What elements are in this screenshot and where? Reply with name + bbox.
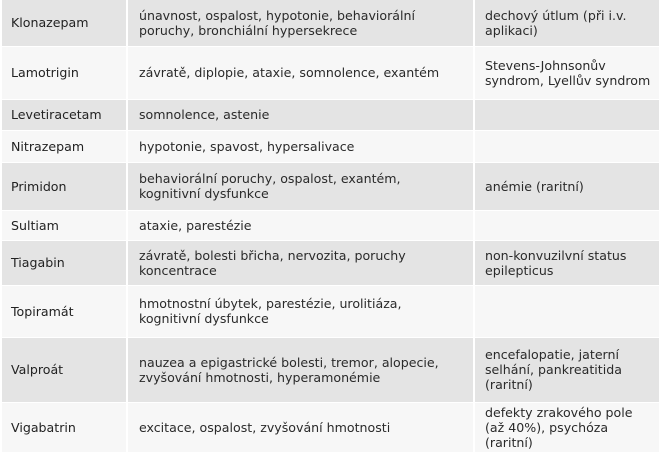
drug-name-cell: Klonazepam bbox=[2, 0, 127, 46]
table-row bbox=[2, 130, 659, 162]
table-row bbox=[2, 285, 659, 337]
rare-effects-cell bbox=[474, 130, 659, 162]
table-row bbox=[2, 210, 659, 240]
side-effects-cell: somnolence, astenie bbox=[127, 99, 474, 130]
drug-name-cell: Valproát bbox=[2, 337, 127, 402]
drug-name-cell: Lamotrigin bbox=[2, 46, 127, 99]
table-row bbox=[2, 46, 659, 99]
drug-name-cell: Vigabatrin bbox=[2, 402, 127, 452]
table-row bbox=[2, 337, 659, 402]
side-effects-cell: excitace, ospalost, zvyšování hmotnosti bbox=[127, 402, 474, 452]
rare-effects-cell: dechový útlum (při i.v. aplikaci) bbox=[474, 0, 659, 46]
rare-effects-cell: Stevens-Johnsonův syndrom, Lyellův syndrom bbox=[474, 46, 659, 99]
side-effects-cell: nauzea a epigastrické bolesti, tremor, alopecie, zvyšování hmotnosti, hyperamonémie bbox=[127, 337, 474, 402]
side-effects-cell: závratě, diplopie, ataxie, somnolence, exantém bbox=[127, 46, 474, 99]
drug-name-cell: Nitrazepam bbox=[2, 130, 127, 162]
table-row bbox=[2, 162, 659, 210]
side-effects-table bbox=[2, 0, 659, 452]
side-effects-cell: ataxie, parestézie bbox=[127, 210, 474, 240]
drug-name-cell: Levetiracetam bbox=[2, 99, 127, 130]
side-effects-cell: závratě, bolesti břicha, nervozita, poruchy koncentrace bbox=[127, 240, 474, 285]
rare-effects-cell bbox=[474, 285, 659, 337]
table-row bbox=[2, 99, 659, 130]
rare-effects-cell: encefalopatie, jaterní selhání, pankreatitida (raritní) bbox=[474, 337, 659, 402]
table-row bbox=[2, 402, 659, 452]
table-row bbox=[2, 240, 659, 285]
rare-effects-cell: non-konvuzilvní status epilepticus bbox=[474, 240, 659, 285]
drug-name-cell: Primidon bbox=[2, 162, 127, 210]
rare-effects-cell: defekty zrakového pole (až 40%), psychóza (raritní) bbox=[474, 402, 659, 452]
side-effects-cell: hmotnostní úbytek, parestézie, urolitiáza, kognitivní dysfunkce bbox=[127, 285, 474, 337]
table-row bbox=[2, 0, 659, 46]
rare-effects-cell bbox=[474, 210, 659, 240]
drug-name-cell: Sultiam bbox=[2, 210, 127, 240]
drug-name-cell: Tiagabin bbox=[2, 240, 127, 285]
side-effects-cell: únavnost, ospalost, hypotonie, behaviorální poruchy, bronchiální hypersekrece bbox=[127, 0, 474, 46]
side-effects-cell: hypotonie, spavost, hypersalivace bbox=[127, 130, 474, 162]
side-effects-cell: behaviorální poruchy, ospalost, exantém, kognitivní dysfunkce bbox=[127, 162, 474, 210]
rare-effects-cell bbox=[474, 99, 659, 130]
drug-name-cell: Topiramát bbox=[2, 285, 127, 337]
rare-effects-cell: anémie (raritní) bbox=[474, 162, 659, 210]
